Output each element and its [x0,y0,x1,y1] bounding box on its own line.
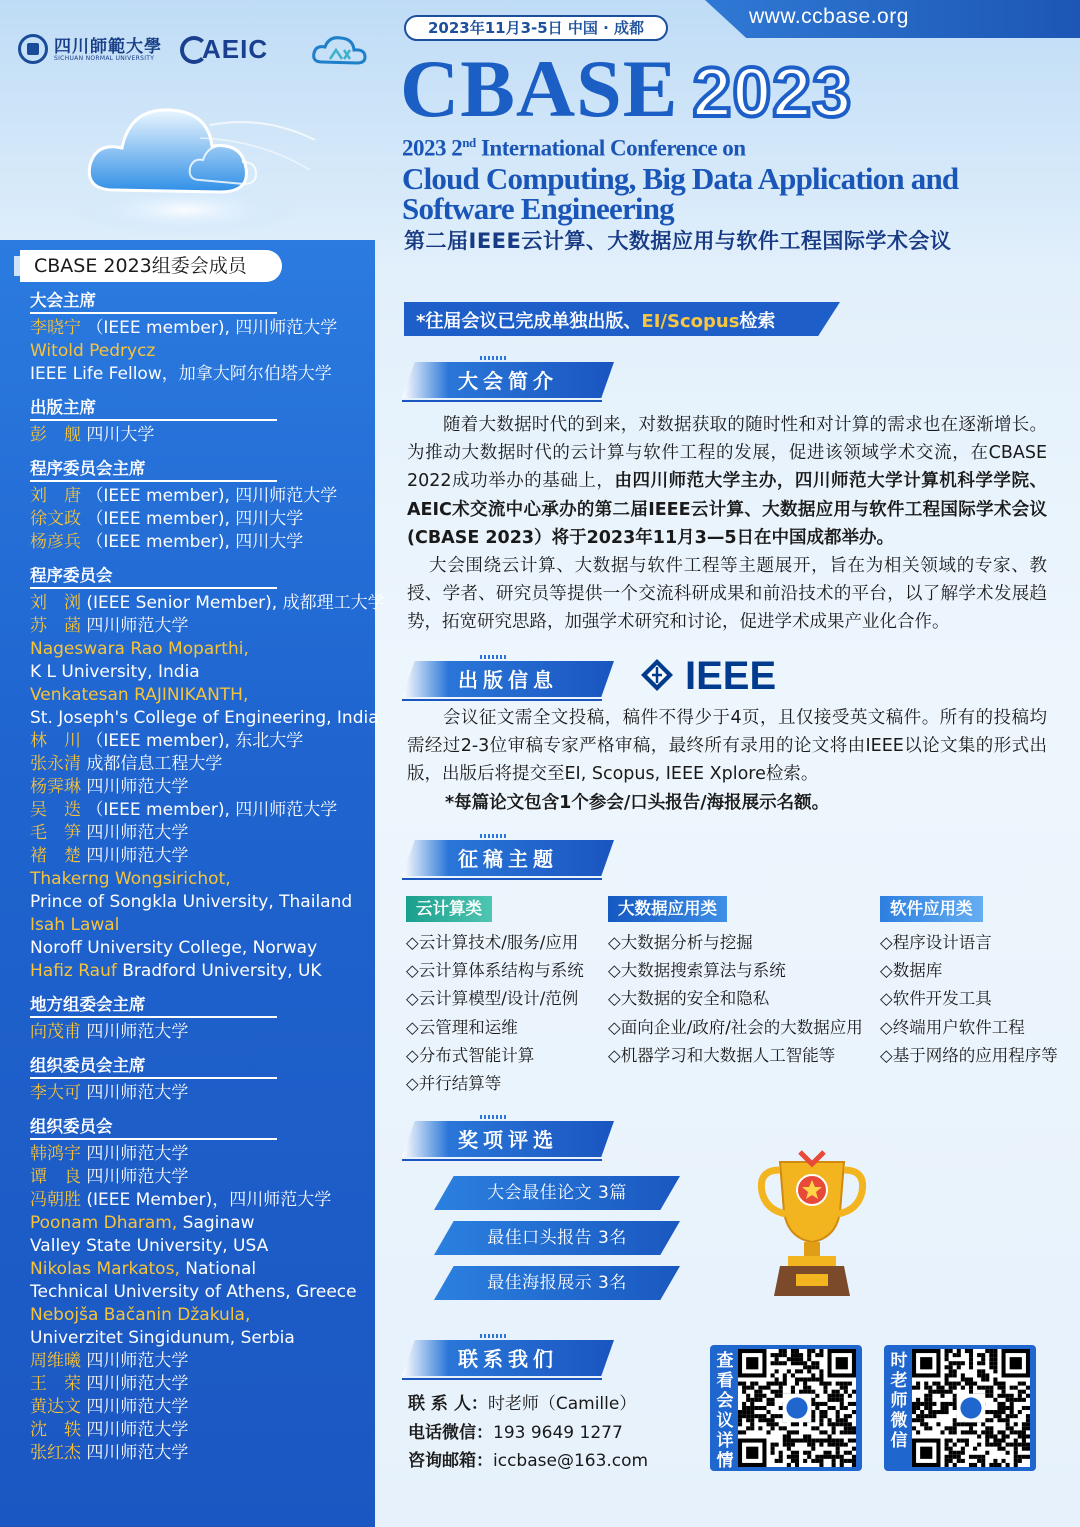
member-name: 彭 舰 [30,425,81,445]
intro-paragraph-2: 大会围绕云计算、大数据与软件工程等主题展开，旨在为相关领域的专家、教授、学者、研究员等提供一个交流科研成果和前沿技术的平台，以了解学术发展趋势，拓宽研究思路，加强学术研究和讨论，促进学术成果产业化合作。 [407,556,1047,633]
publication-note: *每篇论文包含1个参会/口头报告/海报展示名额。 [445,793,830,813]
notice-text [416,307,775,333]
subtitle-line-1 [402,128,1042,164]
committee-member [30,730,375,753]
banner-underline [402,878,602,880]
topic-tag-bigdata: 大数据应用类 [608,896,727,922]
member-affiliation: 四川师范大学 [86,1420,189,1440]
member-affiliation: 四川师范大学 [86,846,189,866]
university-name-en: SICHUAN NORMAL UNIVERSITY [54,55,155,62]
committee-member [30,1350,375,1373]
topic-list-software [880,929,1058,1070]
committee-section-heading: 出版主席 [30,396,277,421]
member-affiliation: 四川师范大学 [86,1022,189,1042]
contact-person-row [408,1390,648,1419]
contact-phone-row [408,1419,648,1448]
committee-member [30,684,375,707]
topic-item: ◇云计算模型/设计/范例 [406,989,579,1009]
member-affiliation: K L University, India [30,662,200,682]
contact-person-label: 联 系 人： [408,1394,488,1414]
cbase-cloud-logo-icon [310,32,376,68]
committee-member [30,638,375,661]
intro-paragraph-1 [407,411,1047,552]
awards-heading: 奖项评选 [458,1128,558,1152]
committee-member [30,592,385,615]
committee-member [30,1281,375,1304]
committee-member [30,707,379,730]
section-spacer [30,554,375,564]
committee-member [30,1166,375,1189]
member-affiliation: (IEEE Member)，四川师范大学 [86,1190,332,1210]
topic-list-cloud [406,929,584,1098]
committee-member [30,753,375,776]
member-affiliation: (IEEE Senior Member), 成都理工大学 [86,593,385,613]
topic-item: ◇面向企业/政府/社会的大数据应用 [608,1017,863,1037]
qr-label-wechat: 时老师微信 [890,1351,908,1451]
topic-item: ◇大数据的安全和隐私 [608,989,770,1009]
topic-item: ◇数据库 [880,961,943,981]
notice-highlight: EI/Scopus [641,311,740,332]
intro-heading-banner [402,356,614,402]
committee-member [30,661,375,684]
member-affiliation: 四川师范大学 [86,1443,189,1463]
contact-heading-banner [402,1334,614,1380]
committee-member [30,424,375,447]
title-year: 2023 [692,53,853,131]
member-affiliation: 四川师范大学 [86,1374,189,1394]
member-affiliation: Noroff University College, Norway [30,938,318,958]
member-affiliation: Univerzitet Singidunum, Serbia [30,1328,295,1348]
member-affiliation: Technical University of Athens, Greece [30,1282,357,1302]
member-affiliation: Bradford University, UK [122,961,322,981]
member-affiliation: IEEE Life Fellow，加拿大阿尔伯塔大学 [30,364,332,384]
member-affiliation: （IEEE member), 四川大学 [86,532,304,552]
banner-dots [480,655,508,659]
topic-item: ◇分布式智能计算 [406,1045,535,1065]
banner-dots [480,1115,508,1119]
member-name: 林 川 [30,731,81,751]
topic-column-bigdata [608,896,863,1070]
committee-member [30,1082,375,1105]
conference-title-cn: 第二届IEEE云计算、大数据应用与软件工程国际学术会议 [404,229,952,253]
member-name: 刘 唐 [30,486,81,506]
committee-member [30,508,375,531]
award-label: 大会最佳论文 3篇 [487,1183,627,1203]
banner-underline [402,400,602,402]
committee-member [30,1373,375,1396]
section-spacer [30,1105,375,1115]
member-name: 冯朝胜 [30,1190,81,1210]
ieee-logo-text: IEEE [685,654,777,698]
banner-dots [480,834,508,838]
topic-list-bigdata [608,929,863,1070]
subtitle-ordinal: nd [462,135,476,150]
logo-bar [18,30,378,70]
topic-item: ◇软件开发工具 [880,989,992,1009]
member-name: 褚 楚 [30,846,81,866]
banner-dots [480,1334,508,1338]
member-name: 杨彦兵 [30,532,81,552]
committee-member [30,845,375,868]
member-name: 韩鸿宇 [30,1144,81,1164]
award-item [434,1266,680,1300]
publication-heading: 出版信息 [458,668,558,692]
contact-email-row [408,1447,648,1476]
cloud-illustration [60,80,330,240]
topic-item: ◇并行结算等 [406,1074,502,1094]
conference-qr-card[interactable] [710,1345,862,1471]
topics-heading-banner [402,834,614,880]
committee-member [30,891,375,914]
award-label: 最佳海报展示 3名 [487,1273,627,1293]
publication-heading-banner [402,655,614,701]
notice-suffix: 检索 [739,311,776,332]
publication-paragraph: 会议征文需全文投稿，稿件不得少于4页，且仅接受英文稿件。所有的投稿均需经过2-3位审稿专家严格审稿，最终所有录用的论文将由IEEE以论文集的形式出版，出版后将提交至EI, Scopus, IEEE Xplore检索。 [407,708,1047,785]
committee-member [30,1258,375,1281]
topic-item: ◇大数据分析与挖掘 [608,933,753,952]
member-affiliation: 四川师范大学 [86,777,189,797]
committee-section-heading: 程序委员会 [30,564,277,589]
qr-label-conference: 查看会议详情 [716,1351,734,1471]
member-affiliation: （IEEE member), 四川师范大学 [86,318,338,338]
subtitle-prefix: 2023 2 [402,135,463,161]
committee-member [30,776,375,799]
topic-item: ◇大数据搜索算法与系统 [608,961,786,981]
member-affiliation: （IEEE member), 四川师范大学 [86,486,338,506]
awards-heading-banner [402,1115,614,1161]
ieee-logo [640,656,792,698]
member-name: 周维曦 [30,1351,81,1371]
committee-member [30,1143,375,1166]
member-name: 吴 迭 [30,800,81,820]
member-affiliation: St. Joseph's College of Engineering, India [30,708,379,728]
committee-member [30,317,375,340]
committee-member [30,868,375,891]
committee-member [30,1189,375,1212]
member-affiliation: 四川师范大学 [86,1167,189,1187]
topic-item: ◇终端用户软件工程 [880,1017,1025,1037]
committee-member [30,1442,375,1465]
conference-title [400,43,853,134]
member-affiliation: Saginaw [182,1213,255,1233]
trophy-icon [752,1150,872,1300]
section-spacer [30,386,375,396]
committee-member [30,960,375,983]
website-url-tab[interactable] [705,0,1080,38]
university-name-cn: 四川師範大學 [54,37,162,57]
member-name: Venkatesan RAJINIKANTH, [30,685,249,705]
topic-column-cloud [406,896,584,1098]
member-name: 李大可 [30,1083,81,1103]
committee-member [30,1021,375,1044]
conference-qr-code[interactable] [738,1349,856,1467]
banner-underline [402,1159,602,1161]
member-name: 黄达文 [30,1397,81,1417]
committee-member [30,615,375,638]
member-affiliation: 四川师范大学 [86,616,189,636]
banner-underline [402,699,602,701]
member-affiliation: Valley State University, USA [30,1236,269,1256]
member-name: 刘 浏 [30,593,81,613]
member-name: Nageswara Rao Moparthi, [30,639,249,659]
topic-item: ◇基于网络的应用程序等 [880,1045,1058,1065]
committee-member [30,937,375,960]
topic-tag-cloud: 云计算类 [406,896,492,922]
member-affiliation: 四川大学 [86,425,155,445]
member-name: 杨霁琳 [30,777,81,797]
subtitle-line-2: Cloud Computing, Big Data Application and [402,160,959,196]
title-acronym: CBASE [400,43,679,134]
member-affiliation: （IEEE member), 四川大学 [86,509,304,529]
committee-member [30,340,375,363]
wechat-qr-code[interactable] [912,1349,1030,1467]
section-spacer [30,983,375,993]
topic-item: ◇机器学习和大数据人工智能等 [608,1045,836,1065]
committee-member [30,1235,375,1258]
committee-section-heading: 地方组委会主席 [30,993,277,1018]
contact-info [408,1390,648,1476]
member-name: 张红杰 [30,1443,81,1463]
committee-member [30,822,375,845]
topic-column-software [880,896,1058,1070]
topic-tag-software: 软件应用类 [880,896,983,922]
member-name: Isah Lawal [30,915,120,935]
member-name: 徐文政 [30,509,81,529]
committee-member [30,914,375,937]
section-spacer [30,1044,375,1054]
member-affiliation: 四川师范大学 [86,1397,189,1417]
topic-item: ◇程序设计语言 [880,933,992,952]
topics-heading: 征稿主题 [458,847,558,871]
member-name: 毛 笋 [30,823,81,843]
notice-prefix: *往届会议已完成单独出版、 [416,311,642,332]
committee-member [30,799,375,822]
contact-email-label: 咨询邮箱： [408,1451,493,1471]
member-name: Nebojša Bačanin Džakula, [30,1305,251,1325]
committee-member [30,1212,375,1235]
member-name: 沈 轶 [30,1420,81,1440]
website-url[interactable]: www.ccbase.org [749,5,909,28]
committee-section-heading: 程序委员会主席 [30,457,277,482]
member-name: Thakerng Wongsirichot, [30,869,231,889]
subtitle-line-3: Software Engineering [402,190,674,226]
committee-member [30,485,375,508]
topic-item: ◇云计算技术/服务/应用 [406,933,579,952]
committee-member [30,1327,375,1350]
member-affiliation: National [185,1259,257,1279]
committee-title: CBASE 2023组委会成员 [20,250,282,282]
member-name: 向茂甫 [30,1022,81,1042]
member-name: Nikolas Markatos, [30,1259,180,1279]
member-name: Witold Pedrycz [30,341,156,361]
member-name: 苏 菡 [30,616,81,636]
member-name: 张永清 [30,754,81,774]
member-affiliation: 成都信息工程大学 [86,754,223,774]
intro-p1-a: 随着大数据时代的到来，对数据获取的随时性和对计算的需求也在逐渐增长。为推动大数据时代的云计算与软件工程的发展，促进该领域学术交流，在CBASE 2022成功举办的基础上， [407,415,1047,492]
member-name: 王 荣 [30,1374,81,1394]
university-seal-icon [18,34,48,64]
aeic-logo-text: AEIC [202,34,269,64]
member-name: Hafiz Rauf [30,961,117,981]
member-affiliation: Prince of Songkla University, Thailand [30,892,353,912]
member-name: Poonam Dharam, [30,1213,178,1233]
contact-email[interactable]: iccbase@163.com [493,1451,649,1471]
member-affiliation: 四川师范大学 [86,1351,189,1371]
intro-heading: 大会简介 [458,369,558,393]
banner-underline [402,1378,602,1380]
award-item [434,1176,680,1210]
member-affiliation: 四川师范大学 [86,823,189,843]
sichuan-normal-university-logo [18,30,178,70]
committee-section-heading: 组织委员会主席 [30,1054,277,1079]
committee-member [30,363,375,386]
committee-member [30,1396,375,1419]
intro-p1-b: 由四川师范大学主办，四川师范大学计算机科学学院、AEIC术交流中心承办的第二届IEEE云计算、大数据应用与软件工程国际学术会议(CBASE 2023）将于2023年11月3—5日在中国成都举办。 [407,471,1047,548]
section-spacer [30,447,375,457]
conference-date-location: 2023年11月3-5日 中国 · 成都 [404,15,668,41]
committee-section-heading: 组织委员会 [30,1115,277,1140]
publication-notice [404,302,840,336]
award-item [434,1221,680,1255]
contact-phone-label: 电话微信： [408,1422,493,1443]
committee-section-heading: 大会主席 [30,289,277,314]
banner-dots [480,356,508,360]
aeic-logo [180,34,300,66]
conference-full-name [402,128,1042,224]
member-name: 谭 良 [30,1167,81,1187]
contact-person: 时老师（Camille） [487,1394,637,1414]
topic-item: ◇云计算体系结构与系统 [406,961,584,981]
topic-item: ◇云管理和运维 [406,1017,518,1037]
member-affiliation: （IEEE member), 东北大学 [86,731,304,751]
committee-member [30,1419,375,1442]
member-affiliation: 四川师范大学 [86,1144,189,1164]
member-affiliation: （IEEE member), 四川师范大学 [86,800,338,820]
contact-heading: 联系我们 [458,1347,558,1371]
committee-member [30,531,375,554]
award-label: 最佳口头报告 3名 [487,1228,627,1248]
member-name: 李晓宁 [30,318,81,338]
contact-phone[interactable]: 193 9649 1277 [493,1422,623,1443]
subtitle-line-1-text: International Conference on [475,135,746,161]
ieee-diamond-icon [640,658,674,692]
member-affiliation: 四川师范大学 [86,1083,189,1103]
wechat-qr-card[interactable] [884,1345,1036,1471]
committee-list [30,289,385,1465]
committee-member [30,1304,375,1327]
